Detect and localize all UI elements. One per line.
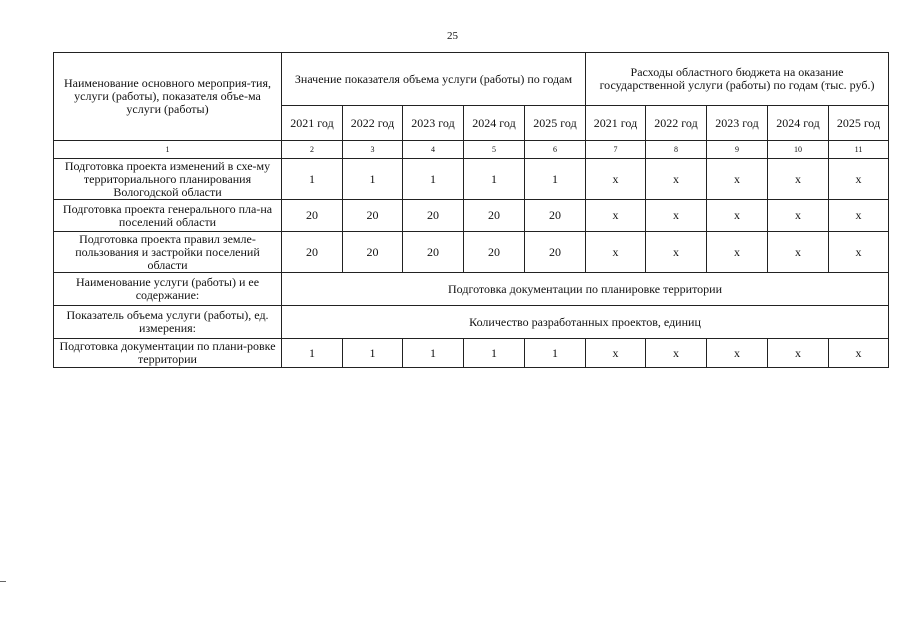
row-name: Подготовка проекта изменений в схе-му территориального планирования Вологодской области xyxy=(54,159,282,200)
row-name: Подготовка проекта генерального пла-на поселений области xyxy=(54,200,282,232)
header-row-groups xyxy=(54,53,889,106)
header-year: 2025 год xyxy=(525,106,586,141)
row-cost: x xyxy=(829,339,889,368)
row-cost: x xyxy=(768,159,829,200)
row-value: 1 xyxy=(525,159,586,200)
row-name: Подготовка документации по плани-ровке территории xyxy=(54,339,282,368)
row-value: 20 xyxy=(464,200,525,232)
column-number: 11 xyxy=(829,141,889,159)
header-year: 2023 год xyxy=(403,106,464,141)
row-value: 1 xyxy=(464,159,525,200)
column-number: 1 xyxy=(54,141,282,159)
row-cost: x xyxy=(707,232,768,273)
row-value: 20 xyxy=(525,200,586,232)
row-value: 1 xyxy=(282,159,343,200)
row-cost: x xyxy=(586,159,646,200)
row-cost: x xyxy=(768,200,829,232)
header-year: 2022 год xyxy=(646,106,707,141)
service-row xyxy=(54,273,889,306)
indicator-value: Количество разработанных проектов, единиц xyxy=(282,306,889,339)
margin-mark xyxy=(0,581,6,582)
column-number: 2 xyxy=(282,141,343,159)
row-cost: x xyxy=(646,232,707,273)
page-number: 25 xyxy=(447,30,458,42)
row-value: 1 xyxy=(343,159,403,200)
header-year: 2023 год xyxy=(707,106,768,141)
row-value: 20 xyxy=(282,200,343,232)
indicator-row xyxy=(54,306,889,339)
table-row xyxy=(54,200,889,232)
row-cost: x xyxy=(586,200,646,232)
column-number: 4 xyxy=(403,141,464,159)
header-year: 2024 год xyxy=(768,106,829,141)
row-cost: x xyxy=(707,339,768,368)
row-cost: x xyxy=(586,232,646,273)
service-label: Наименование услуги (работы) и ее содержание: xyxy=(54,273,282,306)
plan-table xyxy=(53,52,889,368)
header-year: 2021 год xyxy=(586,106,646,141)
row-value: 1 xyxy=(343,339,403,368)
header-year: 2021 год xyxy=(282,106,343,141)
row-cost: x xyxy=(768,232,829,273)
column-number: 9 xyxy=(707,141,768,159)
header-name-column: Наименование основного мероприя-тия, услуги (работы), показателя объе-ма услуги (работы) xyxy=(54,53,282,141)
row-value: 20 xyxy=(403,232,464,273)
row-value: 20 xyxy=(464,232,525,273)
header-year: 2025 год xyxy=(829,106,889,141)
row-cost: x xyxy=(768,339,829,368)
header-costs-group: Расходы областного бюджета на оказание государственной услуги (работы) по годам (тыс. руб.) xyxy=(586,53,889,106)
row-cost: x xyxy=(646,339,707,368)
row-cost: x xyxy=(829,200,889,232)
row-value: 20 xyxy=(525,232,586,273)
column-number: 5 xyxy=(464,141,525,159)
row-value: 20 xyxy=(282,232,343,273)
row-cost: x xyxy=(646,159,707,200)
row-value: 1 xyxy=(403,339,464,368)
row-cost: x xyxy=(646,200,707,232)
column-number: 10 xyxy=(768,141,829,159)
column-number: 3 xyxy=(343,141,403,159)
column-number: 8 xyxy=(646,141,707,159)
row-cost: x xyxy=(707,200,768,232)
row-value: 1 xyxy=(464,339,525,368)
row-cost: x xyxy=(586,339,646,368)
table-row xyxy=(54,339,889,368)
row-cost: x xyxy=(707,159,768,200)
row-value: 1 xyxy=(282,339,343,368)
header-year: 2022 год xyxy=(343,106,403,141)
row-value: 20 xyxy=(343,200,403,232)
service-value: Подготовка документации по планировке территории xyxy=(282,273,889,306)
row-value: 20 xyxy=(403,200,464,232)
header-values-group: Значение показателя объема услуги (работы) по годам xyxy=(282,53,586,106)
row-name: Подготовка проекта правил земле-пользования и застройки поселений области xyxy=(54,232,282,273)
indicator-label: Показатель объема услуги (работы), ед. измерения: xyxy=(54,306,282,339)
row-cost: x xyxy=(829,232,889,273)
table-row xyxy=(54,232,889,273)
row-cost: x xyxy=(829,159,889,200)
column-number-row xyxy=(54,141,889,159)
column-number: 6 xyxy=(525,141,586,159)
column-number: 7 xyxy=(586,141,646,159)
row-value: 1 xyxy=(403,159,464,200)
row-value: 20 xyxy=(343,232,403,273)
header-year: 2024 год xyxy=(464,106,525,141)
row-value: 1 xyxy=(525,339,586,368)
table-row xyxy=(54,159,889,200)
